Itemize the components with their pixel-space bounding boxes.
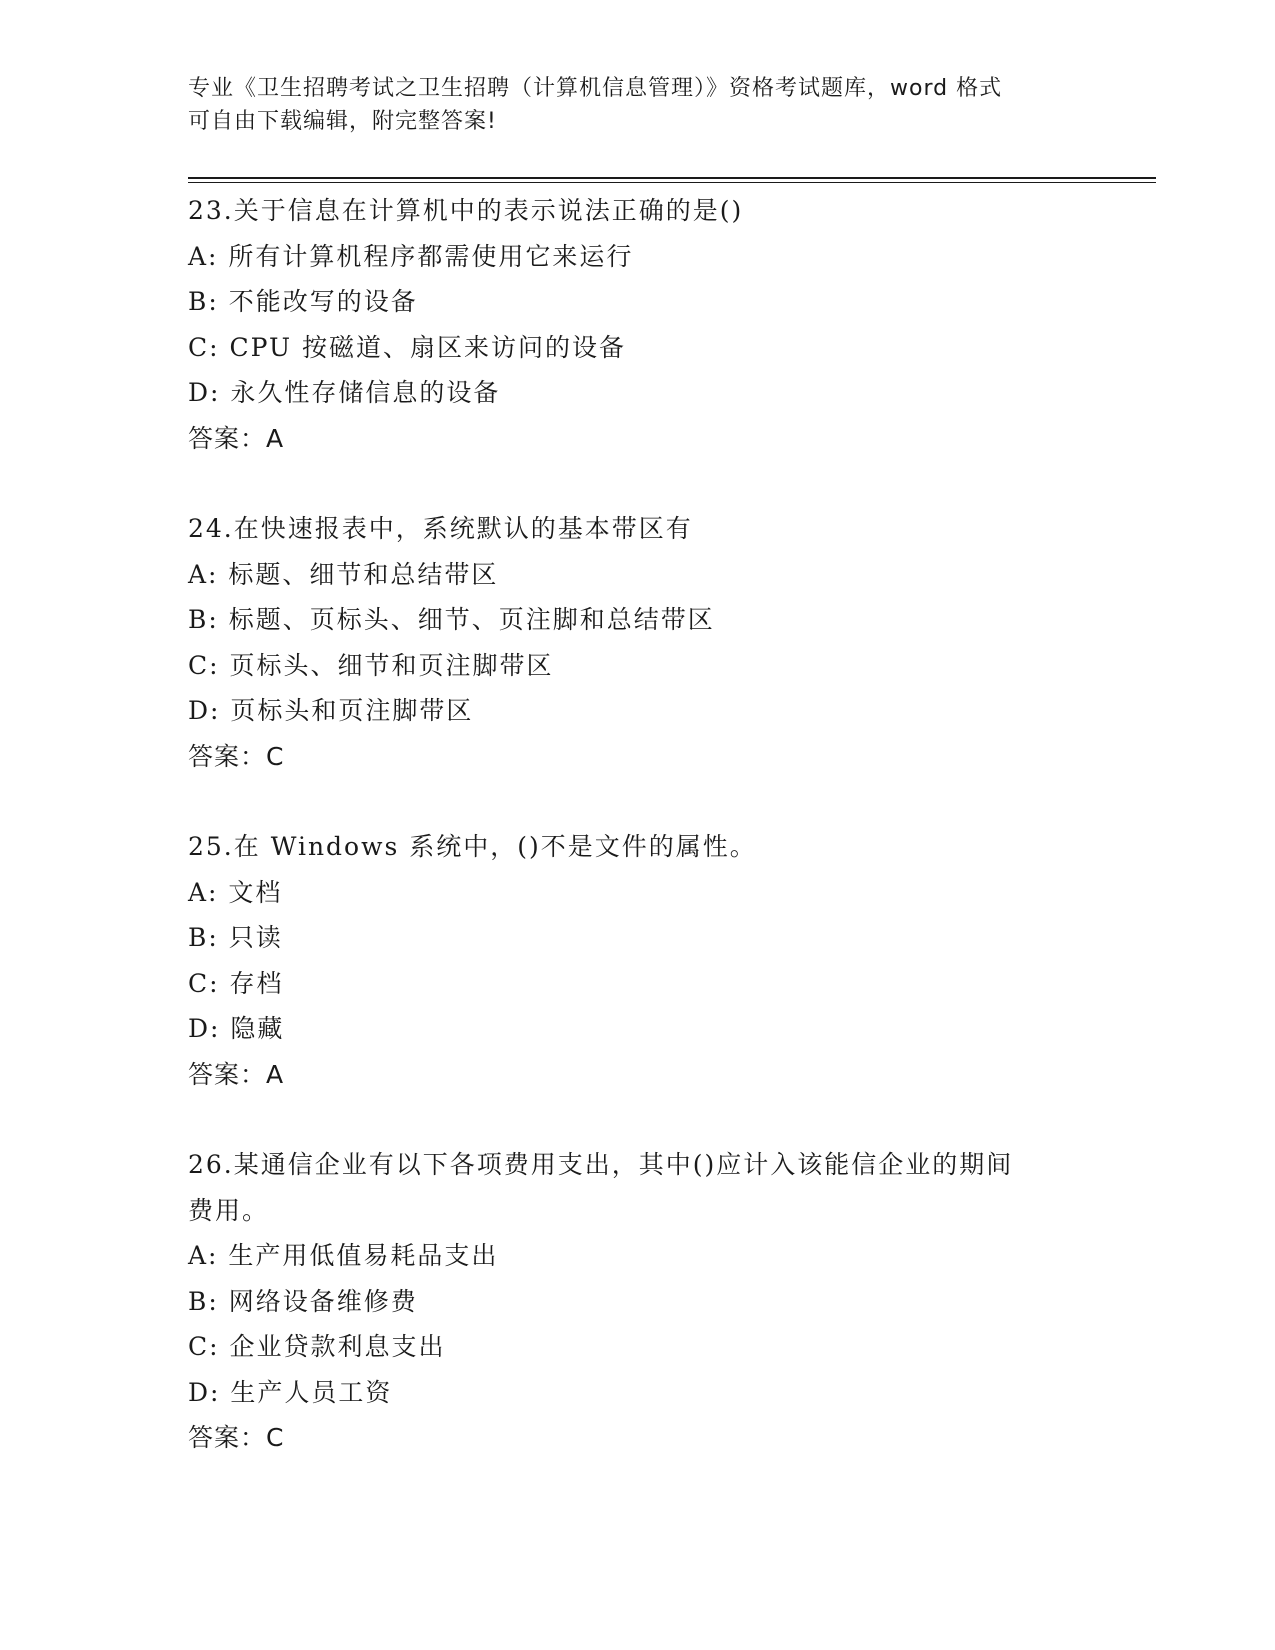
option-a: A: 所有计算机程序都需使用它来运行	[188, 241, 634, 271]
option-d: D: 生产人员工资	[188, 1377, 393, 1407]
answer-line: 答案：A	[188, 1059, 285, 1089]
question-stem: 24.在快速报表中，系统默认的基本带区有	[188, 514, 693, 543]
option-b: B: 不能改写的设备	[188, 287, 418, 316]
document-header	[188, 72, 1088, 138]
question-24	[188, 506, 1088, 779]
question-26	[188, 1142, 1088, 1461]
header-divider	[188, 177, 1156, 183]
option-d: D: 页标头和页注脚带区	[188, 696, 474, 725]
option-b: B: 网络设备维修费	[188, 1286, 418, 1316]
option-d: D: 永久性存储信息的设备	[188, 378, 501, 407]
answer-line: 答案：C	[188, 1423, 285, 1452]
header-line-1: 专业《卫生招聘考试之卫生招聘（计算机信息管理）》资格考试题库，word 格式	[188, 76, 1003, 101]
question-25	[188, 824, 1088, 1097]
option-b: B: 标题、页标头、细节、页注脚和总结带区	[188, 605, 715, 634]
question-stem-continued: 费用。	[188, 1195, 270, 1225]
option-c: C: 企业贷款利息支出	[188, 1332, 446, 1361]
option-b: B: 只读	[188, 923, 283, 952]
answer-line: 答案：C	[188, 741, 285, 771]
option-a: A: 生产用低值易耗品支出	[188, 1241, 499, 1270]
option-c: C: CPU 按磁道、扇区来访问的设备	[188, 332, 627, 362]
option-d: D: 隐藏	[188, 1014, 285, 1043]
header-line-2: 可自由下载编辑，附完整答案!	[188, 109, 497, 134]
option-a: A: 标题、细节和总结带区	[188, 559, 499, 589]
option-a: A: 文档	[188, 877, 283, 907]
question-stem: 25.在 Windows 系统中，()不是文件的属性。	[188, 832, 757, 861]
answer-line: 答案：A	[188, 423, 285, 453]
question-stem: 26.某通信企业有以下各项费用支出，其中()应计入该能信企业的期间	[188, 1150, 1014, 1179]
question-23	[188, 188, 1088, 461]
option-c: C: 存档	[188, 968, 284, 998]
question-list	[188, 188, 1088, 1506]
question-stem: 23.关于信息在计算机中的表示说法正确的是()	[188, 196, 744, 225]
option-c: C: 页标头、细节和页注脚带区	[188, 650, 554, 680]
